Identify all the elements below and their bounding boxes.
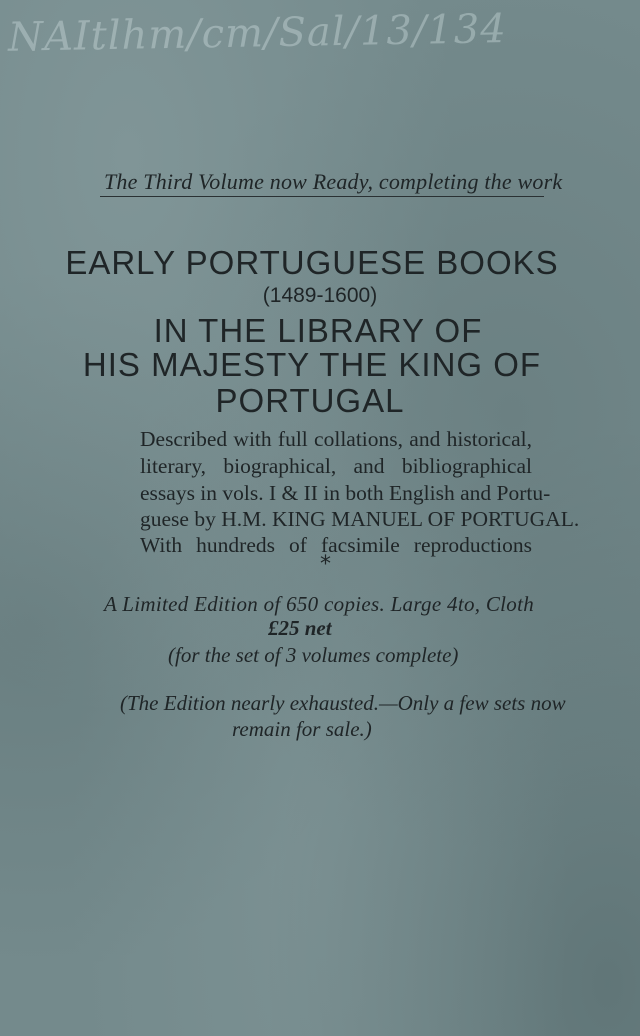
description-line: essays in vols. I & II in both English and Portu- bbox=[140, 481, 551, 505]
description-line: guese by H.M. KING MANUEL OF PORTUGAL. bbox=[140, 507, 580, 531]
description-line: Described with full collations, and historical, bbox=[140, 427, 532, 451]
description-line: With hundreds of facsimile reproductions bbox=[140, 533, 532, 557]
set-note: (for the set of 3 volumes complete) bbox=[168, 643, 459, 667]
availability-note-line: remain for sale.) bbox=[232, 717, 372, 741]
title-line-5: PORTUGAL bbox=[215, 382, 405, 419]
title-dates: (1489-1600) bbox=[262, 284, 378, 307]
headline: The Third Volume now Ready, completing the work bbox=[104, 169, 563, 194]
availability-note-line: (The Edition nearly exhausted.—Only a few sets now bbox=[120, 691, 566, 715]
archive-reference-stamp bbox=[1, 0, 562, 77]
description-line: literary, biographical, and bibliographical bbox=[140, 454, 532, 478]
asterisk-divider: * bbox=[320, 552, 331, 577]
handwritten-reference-icon bbox=[1, 0, 562, 67]
headline-underline bbox=[100, 196, 544, 197]
title-line-4: HIS MAJESTY THE KING OF bbox=[82, 346, 542, 383]
title-line-3: IN THE LIBRARY OF bbox=[153, 312, 483, 349]
edition-info: A Limited Edition of 650 copies. Large 4to, Cloth bbox=[104, 592, 535, 616]
title-line-1: EARLY PORTUGUESE BOOKS bbox=[65, 244, 559, 281]
svg-text:NAItlhm/cm/Sal/13/134: NAItlhm/cm/Sal/13/134 bbox=[7, 6, 508, 61]
price: £25 net bbox=[268, 616, 332, 640]
